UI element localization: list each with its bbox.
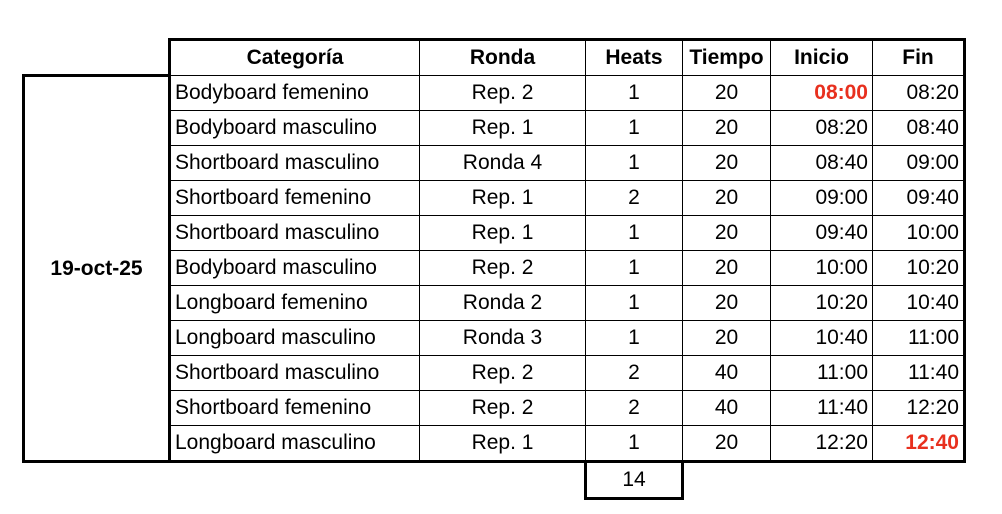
header-row [24, 40, 965, 76]
cell-ronda: Rep. 1 [420, 216, 586, 251]
footer-blank-cell [873, 462, 965, 499]
cell-tiempo: 20 [683, 216, 771, 251]
cell-inicio: 08:20 [771, 111, 873, 146]
total-heats-cell: 14 [586, 462, 683, 499]
cell-heats: 1 [586, 146, 683, 181]
cell-categoria: Longboard femenino [170, 286, 420, 321]
cell-tiempo: 20 [683, 181, 771, 216]
date-cell: 19-oct-25 [24, 76, 170, 462]
cell-heats: 1 [586, 426, 683, 462]
cell-categoria: Shortboard masculino [170, 356, 420, 391]
cell-categoria: Shortboard masculino [170, 216, 420, 251]
header-categoria: Categoría [170, 40, 420, 76]
table-row [24, 76, 965, 111]
cell-tiempo: 20 [683, 286, 771, 321]
cell-ronda: Rep. 2 [420, 391, 586, 426]
cell-categoria: Longboard masculino [170, 321, 420, 356]
cell-tiempo: 20 [683, 111, 771, 146]
cell-fin: 10:20 [873, 251, 965, 286]
cell-inicio: 10:40 [771, 321, 873, 356]
footer-blank-cell [420, 462, 586, 499]
cell-heats: 2 [586, 181, 683, 216]
cell-ronda: Rep. 2 [420, 356, 586, 391]
cell-fin: 09:40 [873, 181, 965, 216]
cell-inicio: 12:20 [771, 426, 873, 462]
empty-corner-cell [24, 40, 170, 76]
cell-ronda: Ronda 2 [420, 286, 586, 321]
cell-fin: 08:20 [873, 76, 965, 111]
cell-ronda: Rep. 2 [420, 251, 586, 286]
cell-inicio: 11:40 [771, 391, 873, 426]
cell-tiempo: 40 [683, 391, 771, 426]
cell-heats: 1 [586, 321, 683, 356]
cell-fin: 12:40 [873, 426, 965, 462]
cell-fin: 11:00 [873, 321, 965, 356]
footer-blank-cell [170, 462, 420, 499]
header-ronda: Ronda [420, 40, 586, 76]
cell-fin: 09:00 [873, 146, 965, 181]
header-heats: Heats [586, 40, 683, 76]
cell-ronda: Ronda 3 [420, 321, 586, 356]
cell-tiempo: 20 [683, 321, 771, 356]
cell-ronda: Rep. 1 [420, 181, 586, 216]
cell-heats: 1 [586, 111, 683, 146]
footer-blank-cell [683, 462, 771, 499]
cell-inicio: 09:00 [771, 181, 873, 216]
cell-fin: 08:40 [873, 111, 965, 146]
cell-heats: 1 [586, 286, 683, 321]
cell-fin: 11:40 [873, 356, 965, 391]
cell-tiempo: 20 [683, 76, 771, 111]
cell-heats: 1 [586, 251, 683, 286]
cell-tiempo: 20 [683, 251, 771, 286]
schedule-body [24, 76, 965, 462]
cell-categoria: Shortboard masculino [170, 146, 420, 181]
cell-inicio: 11:00 [771, 356, 873, 391]
cell-heats: 1 [586, 216, 683, 251]
cell-heats: 2 [586, 356, 683, 391]
cell-categoria: Longboard masculino [170, 426, 420, 462]
cell-categoria: Bodyboard masculino [170, 251, 420, 286]
cell-inicio: 10:00 [771, 251, 873, 286]
total-row [24, 462, 965, 499]
cell-inicio: 08:40 [771, 146, 873, 181]
schedule-table [22, 38, 966, 500]
header-tiempo: Tiempo [683, 40, 771, 76]
cell-heats: 1 [586, 76, 683, 111]
cell-tiempo: 40 [683, 356, 771, 391]
cell-ronda: Ronda 4 [420, 146, 586, 181]
cell-tiempo: 20 [683, 426, 771, 462]
header-fin: Fin [873, 40, 965, 76]
cell-ronda: Rep. 2 [420, 76, 586, 111]
cell-fin: 10:40 [873, 286, 965, 321]
cell-ronda: Rep. 1 [420, 426, 586, 462]
footer-blank-cell [24, 462, 170, 499]
cell-heats: 2 [586, 391, 683, 426]
cell-categoria: Shortboard femenino [170, 391, 420, 426]
schedule-sheet [22, 38, 966, 500]
cell-fin: 10:00 [873, 216, 965, 251]
cell-inicio: 10:20 [771, 286, 873, 321]
cell-fin: 12:20 [873, 391, 965, 426]
cell-tiempo: 20 [683, 146, 771, 181]
header-inicio: Inicio [771, 40, 873, 76]
cell-categoria: Bodyboard masculino [170, 111, 420, 146]
cell-ronda: Rep. 1 [420, 111, 586, 146]
cell-categoria: Bodyboard femenino [170, 76, 420, 111]
cell-inicio: 08:00 [771, 76, 873, 111]
footer-blank-cell [771, 462, 873, 499]
cell-inicio: 09:40 [771, 216, 873, 251]
cell-categoria: Shortboard femenino [170, 181, 420, 216]
